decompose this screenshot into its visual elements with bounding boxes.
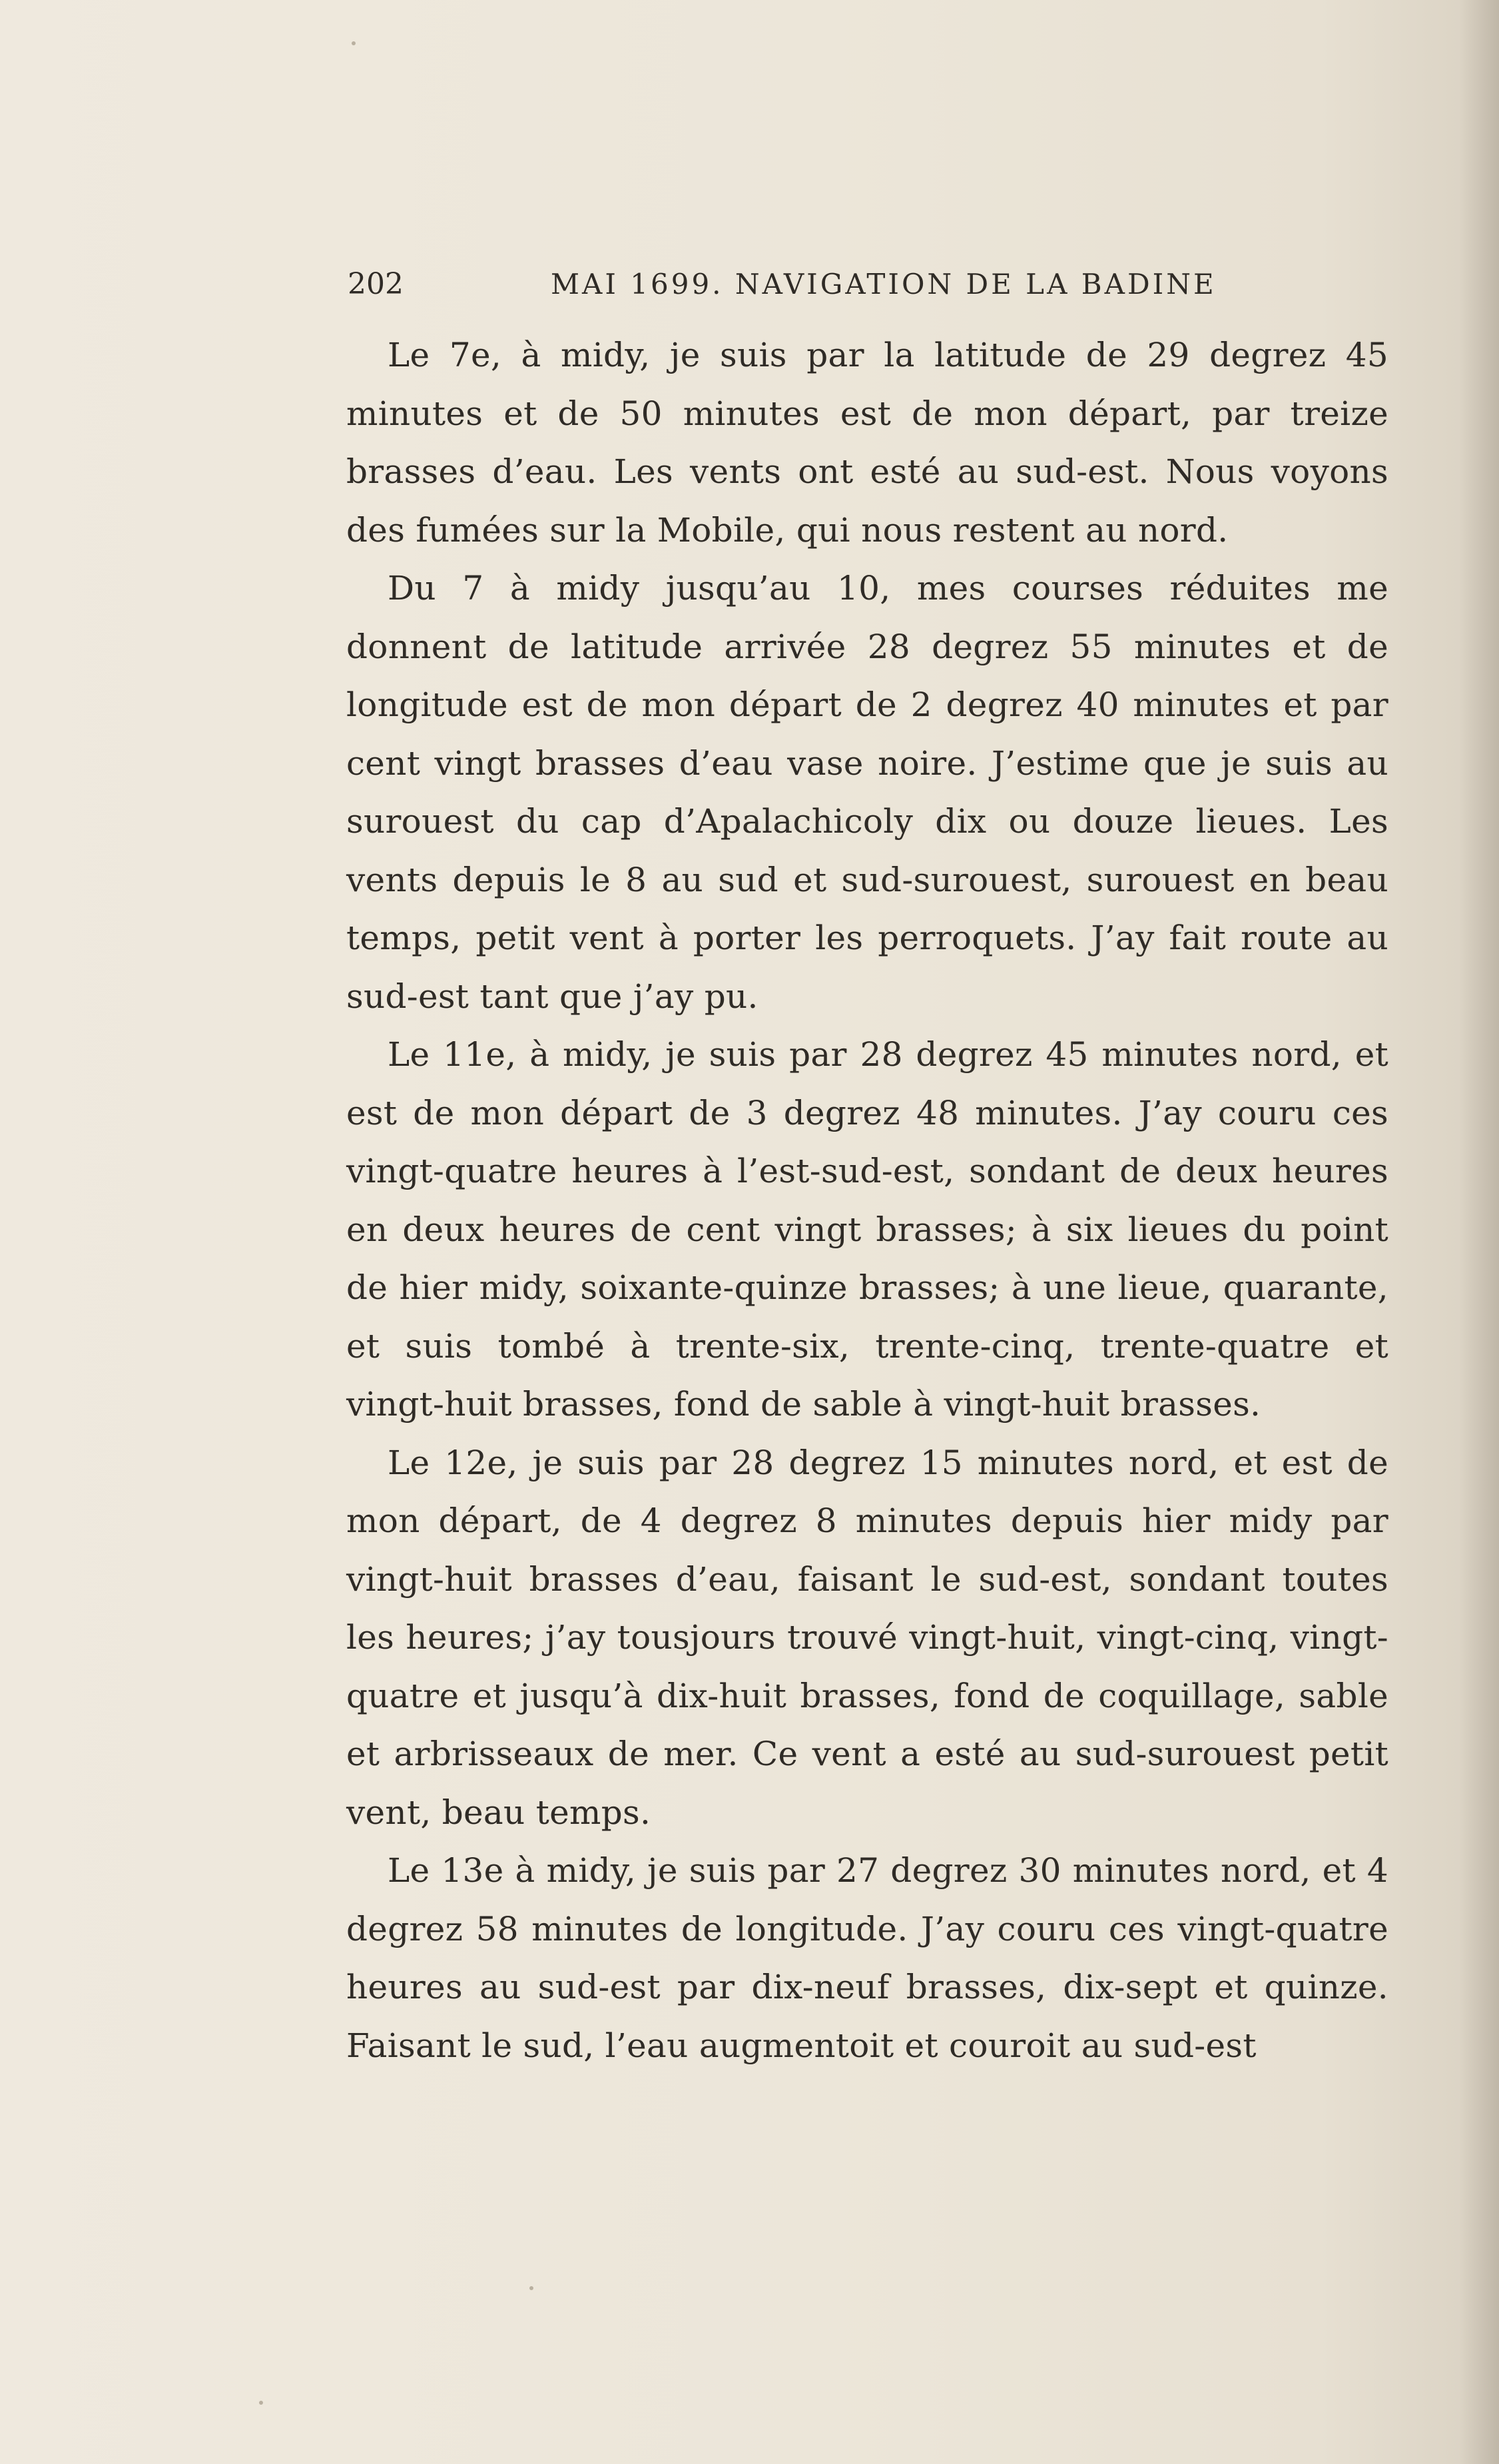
paragraph-4: Le 12e, je suis par 28 degrez 15 minutes nord, et est de mon départ, de 4 degrez 8 minutes depuis hier midy par vingt-huit brasses d’eau, faisant le sud-est, sondant toutes les heures; j’ay tousjours trouvé vingt-huit, vingt-cinq, vingt-quatre et jusqu’à dix-huit brasses, fond de coquillage, sable et arbrisseaux de mer. Ce vent a esté au sud-surouest petit vent, beau temps. bbox=[346, 1443, 1388, 1832]
paper-speck bbox=[352, 41, 356, 45]
page-edge-shadow bbox=[1459, 0, 1499, 2464]
paragraph-5: Le 13e à midy, je suis par 27 degrez 30 minutes nord, et 4 degrez 58 minutes de longitude. J’ay couru ces vingt-quatre heures au sud-est par dix-neuf brasses, dix-sept et quinze. Faisant le sud, l’eau augmentoit et couroit au sud-est bbox=[346, 1851, 1388, 2065]
body-text bbox=[346, 326, 1388, 2075]
paragraph-2: Du 7 à midy jusqu’au 10, mes courses réduites me donnent de latitude arrivée 28 degrez 55 minutes et de longitude est de mon départ de 2 degrez 40 minutes et par cent vingt brasses d’eau vase noire. J’estime que je suis au surouest du cap d’Apalachicoly dix ou douze lieues. Les vents depuis le 8 au sud et sud-surouest, surouest en beau temps, petit vent à porter les perroquets. J’ay fait route au sud-est tant que j’ay pu. bbox=[346, 569, 1388, 1016]
paragraph-3: Le 11e, à midy, je suis par 28 degrez 45 minutes nord, et est de mon départ de 3 degrez 48 minutes. J’ay couru ces vingt-quatre heures à l’est-sud-est, sondant de deux heures en deux heures de cent vingt brasses; à six lieues du point de hier midy, soixante-quinze brasses; à une lieue, quarante, et suis tombé à trente-six, trente-cinq, trente-quatre et vingt-huit brasses, fond de sable à vingt-huit brasses. bbox=[346, 1035, 1388, 1424]
paper-speck bbox=[259, 2401, 263, 2405]
running-header bbox=[348, 261, 1386, 308]
paragraph-1: Le 7e, à midy, je suis par la latitude de 29 degrez 45 minutes et de 50 minutes est de mon départ, par treize brasses d’eau. Les vents ont esté au sud-est. Nous voyons des fumées sur la Mobile, qui nous restent au nord. bbox=[346, 336, 1388, 550]
running-title: MAI 1699. NAVIGATION DE LA BADINE bbox=[551, 268, 1217, 300]
page-number: 202 bbox=[348, 267, 404, 301]
paper-speck bbox=[529, 2286, 533, 2290]
